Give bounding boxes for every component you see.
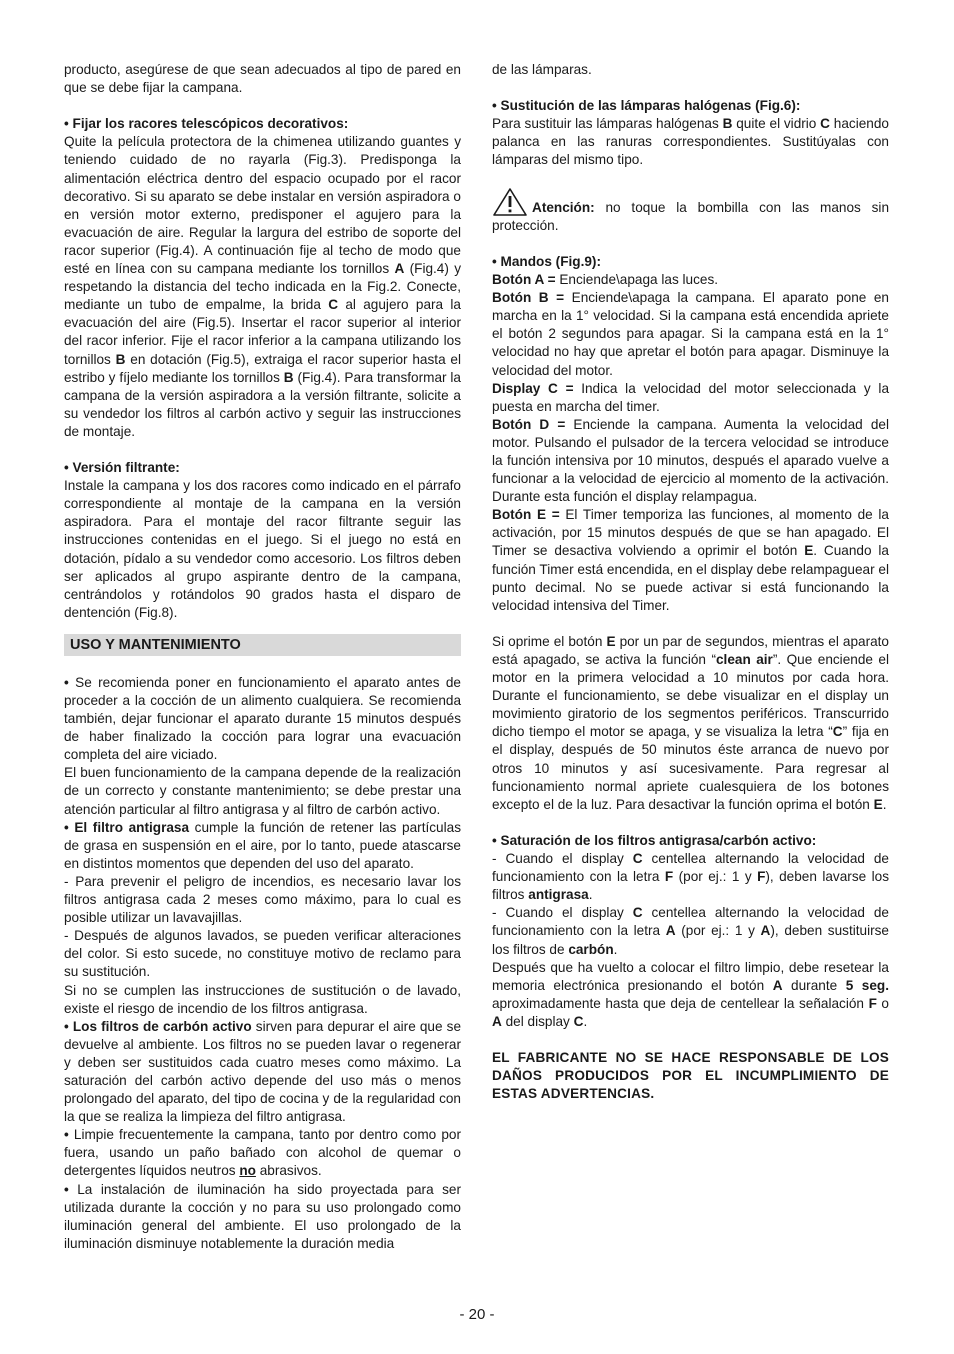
paragraph-display-c: Display C = Indica la velocidad del motor seleccionada y la puesta en marcha del timer. [492, 380, 889, 414]
heading-mandos: • Mandos (Fig.9): [492, 253, 601, 269]
paragraph-uso-3: • El filtro antigrasa cumple la función de retener las partículas de grasa en suspensión en el aire, por lo tanto, puede atascarse en distintos momentos que dependen del uso del aparato. [64, 819, 461, 871]
heading-sustitucion: • Sustitución de las lámparas halógenas (Fig.6): [492, 98, 801, 114]
paragraph-sustitucion: Para sustituir las lámparas halógenas B quite el vidrio C haciendo palanca en las ranuras correspondientes. Sustitúyalas con lámparas del mismo tipo. [492, 116, 889, 168]
paragraph-uso-6: Si no se cumplen las instrucciones de sustitución o de lavado, existe el riesgo de incendio de los filtros antigrasa. [64, 982, 461, 1016]
paragraph-uso-1: • Se recomienda poner en funcionamiento el aparato antes de proceder a la cocción de un alimento cualquiera. Se recomienda también, dejar funcionar el aparato durante 15 minutos después de haber finalizado la cocción para lograr una evacuación completa del aire viciado. [64, 674, 461, 763]
intro-paragraph: producto, asegúrese de que sean adecuados al tipo de pared en que se debe fijar la campana. [64, 62, 461, 96]
left-column [64, 61, 461, 1253]
paragraph-clean-air: Si oprime el botón E por un par de segundos, mientras el aparato está apagado, se activa la función “clean air”. Que enciende el motor en la primera velocidad a 10 minutos por cada hora. Durante el funcionamiento, se debe visualizar en el display un movimiento giratorio de los segmentos periféricos. Transcurrido dicho tiempo el motor se apaga, y se visualiza la letra “C” fija en el display, después de 50 minutos éste arranca de nuevo por otros 10 minutos y así sucesivamente. Para regresar al funcionamiento normal apriete cualesquiera de los botones excepto el de la luz. Para desactivar la función oprima el botón E. [492, 633, 889, 812]
paragraph-uso-5: - Después de algunos lavados, se pueden verificar alteraciones del color. Si esto sucede, no constituye motivo de reclamo para su sustitución. [64, 928, 461, 980]
paragraph-uso-7: • Los filtros de carbón activo sirven para depurar el aire que se devuelve al ambiente. Los filtros no se pueden lavar o regenerar y deben ser sustituidos cada cuatro meses como máximo. La saturación del carbón activo depende del uso más o menos prolongado del aparato, del tipo de cocina y de la regularidad con la que se realiza la limpieza del filtro antigrasa. [64, 1018, 462, 1125]
right-column [492, 61, 889, 1103]
heading-version-filtrante: • Versión filtrante: [64, 460, 180, 476]
paragraph-boton-a: Botón A = Enciende\apaga las luces. [492, 272, 719, 288]
paragraph-uso-8: • Limpie frecuentemente la campana, tanto por dentro como por fuera, usando un paño bañado con alcohol de quemar o detergentes líquidos neutros no abrasivos. [64, 1127, 461, 1179]
heading-fijar: • Fijar los racores telescópicos decorativos: [64, 116, 349, 132]
paragraph-uso-4: - Para prevenir el peligro de incendios, es necesario lavar los filtros antigrasa cada 2 meses como máximo, para lo cual es posible utilizar un lavavajillas. [64, 873, 461, 926]
paragraph-saturacion-2: - Cuando el display C centellea alternando la velocidad de funcionamiento con la letra A (por ej.: 1 y A), deben sustituirse los filtros de carbón. [492, 905, 889, 957]
page-number: - 20 - [459, 1306, 495, 1323]
heading-saturacion: • Saturación de los filtros antigrasa/carbón activo: [492, 832, 817, 848]
paragraph-fijar: Quite la película protectora de la chimenea utilizando guantes y teniendo cuidado de no rayarla (Fig.3). Predisponga la alimentación eléctrica dentro del espacio ocupado por el racor decorativo. Si su aparato se debe instalar en versión aspiradora o en versión motor externo, predisponer el agujero para la evacuación de aire. Regular la largura del estribo de soporte del racor superior (Fig.4). A continuación fije al techo de modo que esté en línea con su campana mediante los tornillos A (Fig.4) y respetando la distancia del techo indicada en la Fig.2. Conecte, mediante un tubo de empalme, la brida C al agujero para la evacuación del aire (Fig.5). Insertar el racor superior al interior del racor inferior. Fije el racor inferior a la campana utilizando los tornillos B en dotación (Fig.5), extraiga el racor superior hasta el estribo y fíjelo mediante los tornillos B (Fig.4). Para transformar la campana de la versión aspiradora a la versión filtrante, solicite a su vendedor los filtros al carbón activo y seguir las instrucciones de montaje. [64, 134, 461, 439]
paragraph-atencion: Atención: no toque la bombilla con las manos sin protección. [492, 188, 889, 235]
paragraph-saturacion-1: - Cuando el display C centellea alternando la velocidad de funcionamiento con la letra F (por ej.: 1 y F), deben lavarse los filtros antigrasa. [492, 851, 889, 903]
paragraph-version-filtrante: Instale la campana y los dos racores como indicado en el párrafo correspondiente al montaje de la campana en la versión aspiradora. Para el montaje del racor filtrante seguir las instrucciones contenidas en el juego. Si el juego no está en dotación, pídalo a su vendedor como accesorio. Los filtros deben ser aplicados al grupo aspirante dentro de la campana, centrándolos y rotándolos 90 grados hasta el disparo de dentención (Fig.8). [64, 478, 461, 620]
paragraph-uso-2: El buen funcionamiento de la campana depende de la realización de un correcto y constante mantenimiento; se debe prestar una atención particular al filtro antigrasa y al filtro de carbón activo. [64, 765, 461, 817]
warning-icon [492, 188, 528, 216]
paragraph-reset: Después que ha vuelto a colocar el filtro limpio, debe resetear la memoria electrónica presionando el botón A durante 5 seg. aproximadamente hasta que deja de centellear la señalación F o A del display C. [492, 959, 889, 1029]
continuation-text: de las lámparas. [492, 62, 592, 77]
manufacturer-disclaimer: EL FABRICANTE NO SE HACE RESPONSABLE DE LOS DAÑOS PRODUCIDOS POR EL INCUMPLIMIENTO DE ESTAS ADVERTENCIAS. [492, 1050, 889, 1102]
paragraph-boton-b: Botón B = Enciende\apaga la campana. El aparato pone en marcha en la 1° velocidad. Si la campana está encendida apriete el botón 2 segundos para apagar. Si la campana está en la 1° velocidad no hay que apretar el botón para apagar. Disminuye la velocidad del motor. [492, 290, 889, 378]
paragraph-uso-9: • La instalación de iluminación ha sido proyectada para ser utilizada durante la cocción y no para su uso prolongado como iluminación general del ambiente. El uso prolongado de la iluminación disminuye notablemente la duración media [64, 1181, 461, 1251]
paragraph-boton-e: Botón E = El Timer temporiza las funciones, al momento de la activación, por 15 minutos después de que se han apagado. El Timer se desactiva volviendo a oprimir el botón E. Cuando la función Timer está encendida, en el display debe relampaguear el punto decimal. No se puede activar si está funcionando la velocidad intensiva del Timer. [492, 507, 889, 613]
section-title-uso: USO Y MANTENIMIENTO [64, 634, 461, 656]
paragraph-boton-d: Botón D = Enciende la campana. Aumenta la velocidad del motor. Pulsando el pulsador de la tercera velocidad se introduce la función intensiva por 10 minutos, después el aparado vuelve a funcionar a la velocidad de ejercicio al momento de la activación. Durante esta función el display relampagua. [492, 416, 889, 505]
